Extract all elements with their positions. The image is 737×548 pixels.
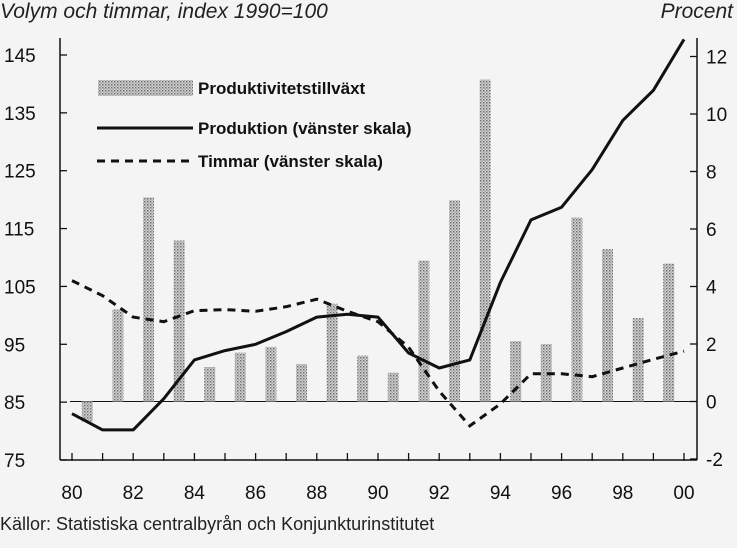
bar [449,200,460,401]
x-tick-label: 82 [122,483,144,504]
right-tick-label: 0 [706,392,717,414]
right-tick-label: 10 [706,105,728,126]
bar [204,367,215,402]
right-tick-label: 2 [706,335,717,356]
chart-right-axis-caption: Procent [660,0,733,23]
x-tick-label: 88 [306,483,328,504]
line-series [72,39,684,430]
x-tick-label: 92 [428,483,450,504]
left-axis-labels [4,46,36,472]
bar [388,373,399,402]
left-tick-label: 95 [4,335,26,357]
right-tick-label: 8 [706,162,717,184]
bar [112,310,123,402]
axis-ticks [60,55,697,461]
bar [480,80,491,402]
bar [510,341,521,401]
plot-frame [60,38,697,460]
bar [296,364,307,401]
bar [143,197,154,401]
left-tick-label: 75 [4,451,26,472]
legend [97,79,412,171]
right-tick-label: 4 [706,277,717,299]
left-tick-label: 85 [4,393,26,415]
bar [633,318,644,401]
line-timmar [72,281,684,426]
source-note: Källor: Statistiska centralbyrån och Konjunkturinstitutet [0,514,435,534]
x-tick-label: 00 [673,483,695,504]
bar [418,261,429,402]
bar [357,356,368,402]
x-tick-label: 94 [489,483,511,504]
left-tick-label: 145 [4,46,36,67]
x-tick-label: 84 [183,483,205,504]
x-tick-label: 80 [61,483,83,504]
bar [602,249,613,401]
x-tick-label: 90 [367,483,389,504]
bar [327,304,338,402]
right-axis-labels [706,48,727,472]
left-tick-label: 115 [4,219,35,241]
legend-label: Produktion (vänster skala) [198,119,412,138]
right-tick-label: 6 [706,220,717,241]
left-tick-label: 125 [4,161,36,183]
bar [235,353,246,402]
left-tick-label: 135 [4,103,36,125]
legend-label: Timmar (vänster skala) [198,152,383,171]
line-produktion [72,39,684,430]
left-tick-label: 105 [4,277,36,299]
right-tick-label: 12 [706,47,728,69]
bar [265,347,276,402]
legend-swatch-bar [98,80,193,96]
legend-label: Produktivitetstillväxt [198,79,366,98]
x-axis-labels [61,483,694,504]
chart-left-axis-caption: Volym och timmar, index 1990=100 [0,0,328,23]
x-tick-label: 86 [245,483,267,504]
x-tick-label: 96 [551,483,573,504]
right-tick-label: -2 [706,450,723,471]
bar [663,264,674,402]
x-tick-label: 98 [612,483,634,504]
